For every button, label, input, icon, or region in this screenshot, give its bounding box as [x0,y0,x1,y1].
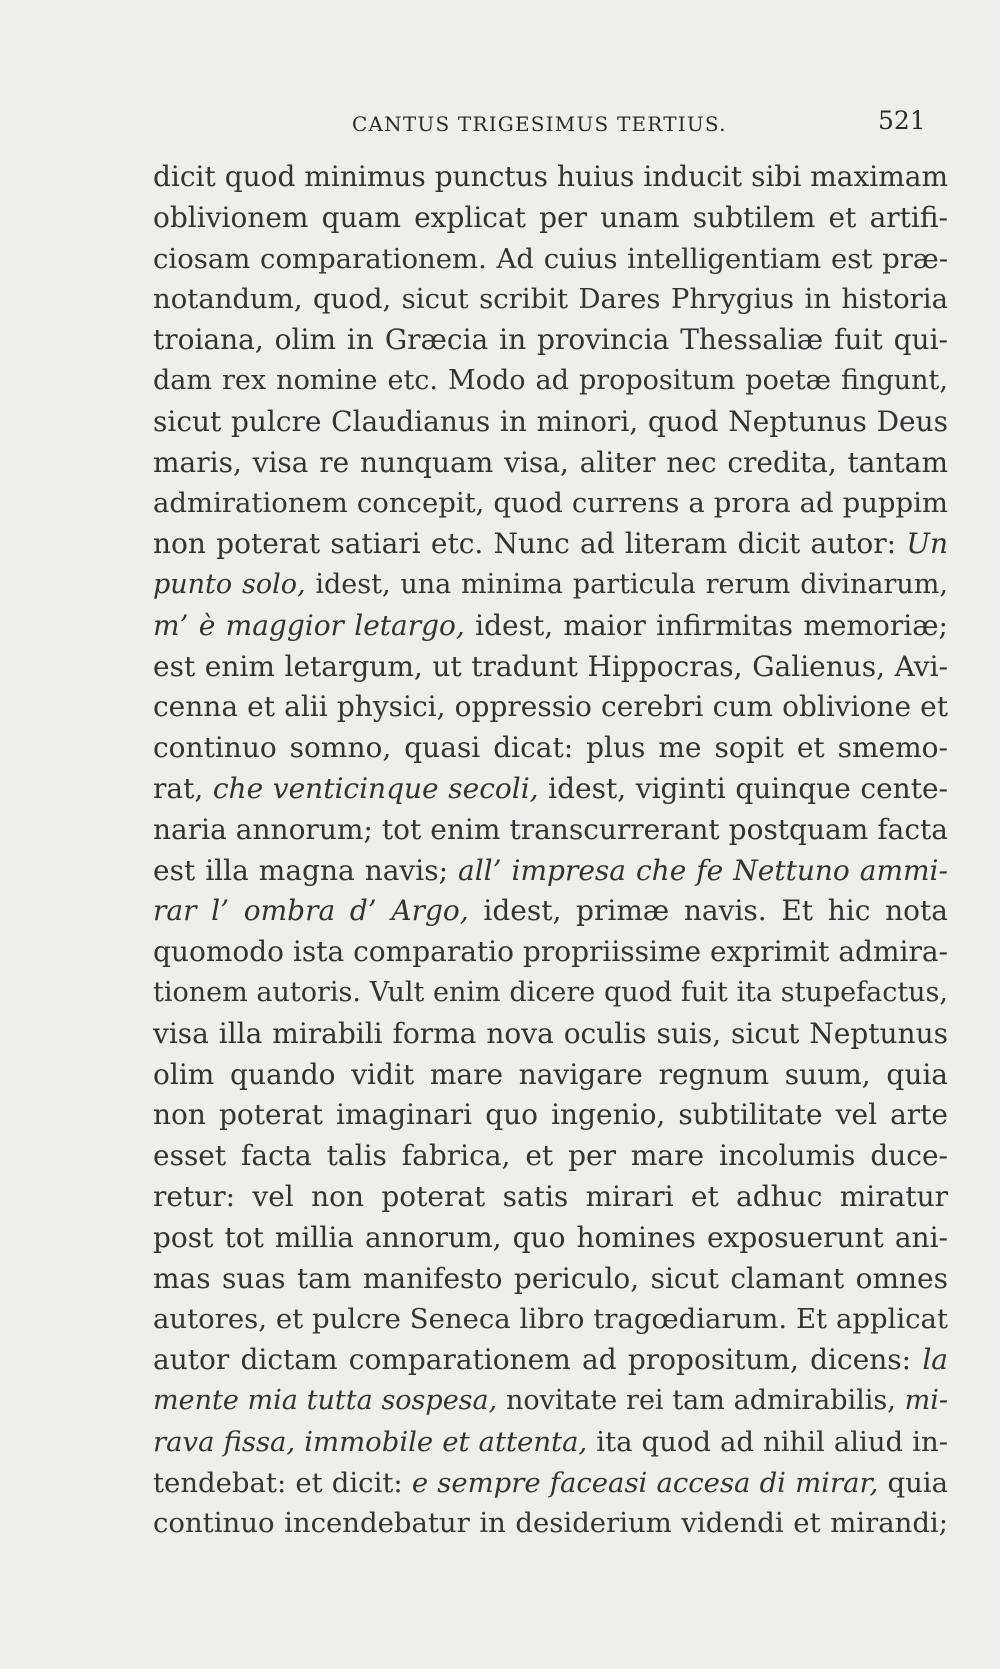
text-segment: quomodo ista comparatio propriissime exprimit admira- [153,935,948,969]
text-segment: dicit quod minimus punctus huius inducit sibi maximam [153,160,948,193]
text-segment: mas suas tam manifesto periculo, sicut clamant omnes [153,1261,948,1295]
text-line [153,1095,948,1136]
text-segment: non poterat satiari etc. Nunc ad literam dicit autor: [153,527,907,561]
text-line [153,1422,948,1463]
text-line [153,1299,948,1340]
text-segment: est illa magna navis; [153,853,459,887]
text-segment: retur: vel non poterat satis mirari et adhuc miratur [153,1179,948,1213]
text-line [153,647,948,688]
text-segment: quia [878,1466,948,1499]
text-line [153,320,948,361]
italic-quotation: m’ è maggior letargo, [153,608,465,642]
text-segment: est enim letargum, ut tradunt Hippocras, Galienus, Avi- [153,649,948,683]
running-head: CANTUS TRIGESIMUS TERTIUS. [352,112,727,136]
text-line [153,1259,948,1300]
text-line [153,239,948,280]
text-line [153,687,948,728]
text-segment: visa illa mirabili forma nova oculis suis, sicut Neptunus [153,1016,948,1050]
text-segment: ita quod ad nihil aliud in- [587,1425,948,1458]
text-segment: rat, [153,771,213,805]
text-line [153,565,948,606]
text-line [153,279,948,320]
body-text [153,157,948,1544]
text-line [153,973,948,1014]
text-line [153,1340,948,1381]
text-line [153,483,948,524]
text-line [153,728,948,769]
text-line [153,891,948,932]
text-line [153,1218,948,1259]
text-segment: maris, visa re nunquam visa, aliter nec credita, tantam [153,445,948,479]
text-line [153,810,948,851]
italic-quotation: la [922,1343,948,1377]
text-segment: idest, primæ navis. Et hic nota [468,894,948,928]
text-line [153,606,948,647]
text-segment: oblivionem quam explicat per unam subtilem et artifi- [153,200,948,234]
text-segment: novitate rei tam admirabilis, [497,1384,905,1416]
text-segment: post tot millia annorum, quo homines exposuerunt ani- [153,1220,948,1254]
text-segment: idest, una minima particula rerum divinarum, [305,568,948,600]
italic-quotation: rar l’ ombra d’ Argo, [153,894,469,928]
text-line [153,157,948,198]
text-segment: admirationem concepit, quod currens a prora ad puppim [153,487,948,520]
text-line [153,1381,948,1422]
text-segment: autor dictam comparationem ad propositum, dicens: [153,1343,923,1377]
text-line [153,1503,948,1544]
text-line [153,198,948,239]
italic-quotation: e sempre faceasi accesa di mirar, [411,1466,879,1499]
text-segment: idest, maior infirmitas memoriæ; [464,608,948,642]
text-segment: ciosam comparationem. Ad cuius intelligentiam est præ- [153,242,948,275]
text-segment: tendebat: et dicit: [153,1466,412,1499]
text-line [153,524,948,565]
italic-quotation: punto solo, [153,568,306,600]
text-line [153,1463,948,1504]
text-segment: continuo incendebatur in desiderium videndi et mirandi; [153,1507,948,1540]
italic-quotation: mente mia tutta sospesa, [153,1384,498,1416]
text-line [153,361,948,402]
text-segment: naria annorum; tot enim transcurrerant postquam facta [153,812,948,846]
text-line [153,1136,948,1177]
page-number: 521 [878,106,926,135]
text-segment: esset facta talis fabrica, et per mare incolumis duce- [153,1139,948,1173]
text-segment: continuo somno, quasi dicat: plus me sopit et smemo- [153,731,948,765]
text-segment: dam rex nomine etc. Modo ad propositum poetæ fingunt, [153,364,948,396]
text-segment: idest, viginti quinque cente- [538,771,948,805]
italic-quotation: rava fissa, immobile et attenta, [153,1425,588,1458]
italic-quotation: all’ impresa che fe Nettuno ammi- [458,853,948,887]
text-line [153,402,948,443]
text-segment: cenna et alii physici, oppressio cerebri cum oblivione et [153,690,948,724]
text-segment: olim quando vidit mare navigare regnum suum, quia [153,1057,948,1091]
text-line [153,1177,948,1218]
text-line [153,851,948,892]
text-segment: non poterat imaginari quo ingenio, subtilitate vel arte [153,1098,948,1132]
text-segment: autores, et pulcre Seneca libro tragœdiarum. Et applicat [153,1303,948,1336]
text-line [153,1014,948,1055]
text-segment: troiana, olim in Græcia in provincia Thessaliæ fuit qui- [153,323,948,357]
italic-quotation: che venticinque secoli, [212,771,539,805]
text-segment: notandum, quod, sicut scribit Dares Phrygius in historia [153,283,948,316]
text-line [153,443,948,484]
italic-quotation: Un [906,527,948,561]
text-segment: sicut pulcre Claudianus in minori, quod Neptunus Deus [153,404,948,438]
text-line [153,1055,948,1096]
text-line [153,932,948,973]
text-line [153,769,948,810]
italic-quotation: mi- [904,1384,948,1416]
text-segment: tionem autoris. Vult enim dicere quod fuit ita stupefactus, [153,976,948,1008]
